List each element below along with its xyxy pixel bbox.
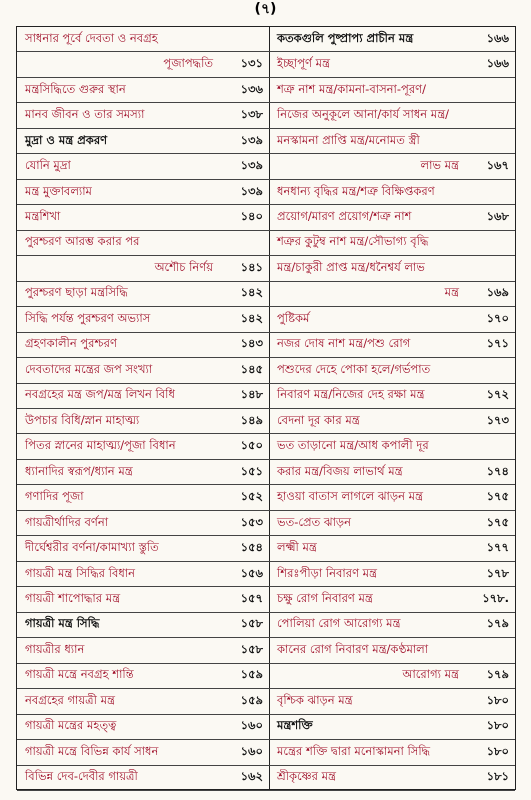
toc-entry bbox=[269, 384, 515, 409]
toc-entry-title: সিদ্ধি পর্যন্ত পুরশ্চরণ অভ্যাস bbox=[25, 310, 151, 325]
toc-entry-page: ১৭৪ bbox=[486, 463, 509, 478]
toc-entry bbox=[269, 536, 515, 561]
toc-entry-page: ১৩৬ bbox=[240, 81, 263, 96]
toc-entry bbox=[17, 689, 269, 714]
toc-entry bbox=[269, 485, 515, 510]
toc-entry bbox=[269, 129, 515, 154]
toc-entry-page: ১৮০ bbox=[486, 692, 509, 707]
toc-entry-page: ১৬৯ bbox=[486, 285, 509, 300]
toc-entry-title: উপচার বিধি/স্নান মাহাত্ম্য bbox=[25, 412, 140, 427]
toc-entry-title: নিজের অনুকূলে আনা/কার্য সাধন মন্ত্র/ bbox=[277, 107, 450, 122]
toc-entry-page: ১৫৯ bbox=[240, 692, 263, 707]
toc-entry bbox=[17, 103, 269, 128]
toc-entry-page: ১৩৯ bbox=[240, 158, 263, 173]
toc-entry-page: ১৫৭ bbox=[240, 590, 263, 605]
toc-entry-title: বেদনা দূর কার মন্ত্র bbox=[277, 412, 360, 427]
toc-entry-title: গায়ত্রী শাপোদ্ধার মন্ত্র bbox=[25, 590, 121, 605]
toc-entry-page: ১৫৬ bbox=[240, 565, 263, 580]
toc-entry bbox=[17, 715, 269, 740]
toc-entry bbox=[269, 638, 515, 663]
toc-entry-title: পোলিয়া রোগ আরোগ্য মন্ত্র bbox=[277, 616, 401, 631]
toc-entry-title: শত্রু নাশ মন্ত্র/কামনা-বাসনা-পূরণ/ bbox=[277, 81, 426, 96]
toc-entry-page: ১৭৫ bbox=[486, 514, 509, 529]
toc-entry-title: মন্ত্র মুক্তাবল্যাম bbox=[25, 183, 92, 198]
toc-entry bbox=[269, 307, 515, 332]
toc-entry-title: মন্ত্র bbox=[444, 285, 459, 300]
toc-entry bbox=[269, 180, 515, 205]
toc-entry-page: ১৬০ bbox=[240, 743, 263, 758]
toc-entry-title: পুরশ্চরণ ছাড়া মন্ত্রসিদ্ধি bbox=[25, 285, 128, 300]
toc-entry-title: দীর্ঘেশ্বরীর বর্ণনা/কামাখ্যা স্তুতি bbox=[25, 540, 159, 555]
toc-entry-title: কানের রোগ নিবারণ মন্ত্র/কণ্ঠমালা bbox=[277, 641, 429, 656]
toc-entry bbox=[17, 766, 269, 791]
toc-entry-page: ১৭৯ bbox=[486, 667, 509, 682]
toc-entry bbox=[17, 409, 269, 434]
toc-entry-title: গায়ত্রী মন্ত্রে নবগ্রহ শান্তি bbox=[25, 667, 134, 682]
toc-entry-title: নবগ্রহের গায়ত্রী মন্ত্র bbox=[25, 692, 115, 707]
toc-entry bbox=[17, 536, 269, 561]
toc-entry-title: পুষ্টিকর্ম bbox=[277, 310, 310, 325]
toc-entry-title: যোনি মুদ্রা bbox=[25, 158, 71, 173]
toc-entry bbox=[17, 180, 269, 205]
toc-entry-page: ১৭৯ bbox=[486, 616, 509, 631]
toc-entry bbox=[269, 103, 515, 128]
toc-entry-title: গায়ত্রী মন্ত্রের মহত্ত্ব bbox=[25, 718, 117, 733]
toc-entry bbox=[269, 766, 515, 791]
toc-entry-page: ১৬৮ bbox=[486, 208, 509, 223]
toc-entry-page: ১৪৮ bbox=[240, 387, 263, 402]
toc-entry bbox=[17, 613, 269, 638]
toc-entry-page: ১৩১ bbox=[240, 56, 263, 71]
toc-entry bbox=[17, 434, 269, 459]
toc-entry-page: ১৪১ bbox=[240, 259, 263, 274]
toc-entry bbox=[269, 27, 515, 52]
toc-entry-title: ভত-প্রেত ঝাড়ন bbox=[277, 514, 351, 529]
toc-entry-title: গায়ত্রী মন্ত্রে বিভিন্ন কার্য সাধন bbox=[25, 743, 159, 758]
toc-entry-title: সাধনার পূর্বে দেবতা ও নবগ্রহ bbox=[25, 30, 158, 45]
toc-entry-page: ১৪৯ bbox=[240, 412, 263, 427]
toc-entry-page: ১৮০ bbox=[486, 718, 509, 733]
toc-entry-title: নিবারণ মন্ত্র/নিজের দেহ রক্ষা মন্ত্র bbox=[277, 387, 425, 402]
toc-entry bbox=[269, 613, 515, 638]
toc-entry-title: আরোগ্য মন্ত্র bbox=[402, 667, 459, 682]
toc-entry bbox=[17, 587, 269, 612]
toc-entry-title: গণাদির পূজা bbox=[25, 489, 84, 504]
toc-entry bbox=[17, 384, 269, 409]
toc-entry-page: ১৭৮ bbox=[486, 565, 509, 580]
toc-entry-page: ১৭৫ bbox=[486, 489, 509, 504]
toc-entry-page: ১৩৯ bbox=[240, 132, 263, 147]
toc-entry-page: ১৭২ bbox=[486, 387, 509, 402]
toc-entry bbox=[269, 205, 515, 230]
toc-entry-title: বৃশ্চিক ঝাড়ন মন্ত্র bbox=[277, 692, 353, 707]
toc-entry-page: ১৬৭ bbox=[486, 158, 509, 173]
toc-entry-page: ১৪৫ bbox=[240, 361, 263, 376]
toc-entry bbox=[269, 434, 515, 459]
toc-entry-title: গায়ত্রী মন্ত্র সিদ্ধির বিধান bbox=[25, 565, 135, 580]
toc-entry-page: ১৮১ bbox=[486, 769, 509, 784]
toc-entry bbox=[269, 460, 515, 485]
toc-entry-title: পশুদের দেহে পোকা হলে/গর্ভপাত bbox=[277, 361, 431, 376]
toc-entry bbox=[17, 333, 269, 358]
toc-entry bbox=[269, 689, 515, 714]
page-number: (৭) bbox=[254, 1, 277, 17]
toc-entry-page: ১৭৩ bbox=[486, 412, 509, 427]
toc-entry-title: নজর দোষ নাশ মন্ত্র/পশু রোগ bbox=[277, 336, 411, 351]
toc-entry bbox=[17, 129, 269, 154]
toc-entry bbox=[17, 27, 269, 52]
toc-entry-title: ধনধান্য বৃদ্ধির মন্ত্র/শত্রু বিক্ষিপ্তকরণ bbox=[277, 183, 435, 198]
toc-entry-title: নবগ্রহের মন্ত্র জপ/মন্ত্র লিখন বিধি bbox=[25, 387, 175, 402]
toc-entry-page: ১৫৯ bbox=[240, 667, 263, 682]
toc-entry-title: লক্ষ্মী মন্ত্র bbox=[277, 540, 317, 555]
toc-entry-page: ১৫২ bbox=[240, 489, 263, 504]
toc-entry bbox=[269, 562, 515, 587]
toc-entry-title: দেবতাদের মন্ত্রের জপ সংখ্যা bbox=[25, 361, 153, 376]
toc-entry bbox=[17, 485, 269, 510]
toc-entry-page: ১৫০ bbox=[240, 438, 263, 453]
toc-entry bbox=[17, 52, 269, 77]
toc-entry bbox=[17, 231, 269, 256]
toc-entry bbox=[17, 358, 269, 383]
toc-entry-title: মন্ত্রশক্তি bbox=[277, 718, 313, 733]
toc-entry-title: কতকগুলি পুষ্প্রাপ্য প্রাচীন মন্ত্র bbox=[277, 30, 414, 45]
toc-entry bbox=[17, 205, 269, 230]
toc-entry bbox=[269, 52, 515, 77]
toc-entry-page: ১৫৮ bbox=[240, 616, 263, 631]
toc-entry-page: ১৬২ bbox=[240, 769, 263, 784]
toc-entry-title: ধ্যানাদির স্বরূপ/ধ্যান মন্ত্র bbox=[25, 463, 133, 478]
toc-entry-title: হাওয়া বাতাস লাগলে ঝাড়ন মন্ত্র bbox=[277, 489, 423, 504]
toc-entry-title: শ্রীকৃষ্ণের মন্ত্র bbox=[277, 769, 336, 784]
toc-entry bbox=[17, 562, 269, 587]
toc-entry-page: ১৫১ bbox=[240, 463, 263, 478]
toc-entry-title: পূজাপদ্ধতি bbox=[163, 56, 213, 71]
toc-entry-title: মন্ত্রের শক্তি দ্বারা মনোস্কামনা সিদ্ধি bbox=[277, 743, 431, 758]
toc-entry bbox=[269, 282, 515, 307]
toc-entry-title: মুদ্রা ও মন্ত্র প্রকরণ bbox=[25, 132, 108, 147]
toc-entry bbox=[17, 282, 269, 307]
toc-entry-title: ভত তাড়ানো মন্ত্র/আধ কপালী দূর bbox=[277, 438, 429, 453]
toc-entry bbox=[269, 664, 515, 689]
toc-entry-title: মানব জীবন ও তার সমস্যা bbox=[25, 107, 145, 122]
toc-entry bbox=[269, 231, 515, 256]
toc-entry-page: ১৪০ bbox=[240, 208, 263, 223]
toc-entry-page: ১৪২ bbox=[240, 285, 263, 300]
toc-entry-page: ১৭১ bbox=[486, 336, 509, 351]
toc-entry bbox=[269, 256, 515, 281]
toc-entry bbox=[17, 638, 269, 663]
toc-entry-page: ১৬৬ bbox=[486, 56, 509, 71]
toc-entry bbox=[269, 358, 515, 383]
toc-entry bbox=[269, 511, 515, 536]
toc-entry-page: ১৮০ bbox=[486, 743, 509, 758]
toc-entry-title: পুরশ্চরণ আরম্ভ করার পর bbox=[25, 234, 140, 249]
toc-entry-page: ১৫৩ bbox=[240, 514, 263, 529]
toc-entry-title: করার মন্ত্র/বিজয় লাভার্থ মন্ত্র bbox=[277, 463, 403, 478]
toc-entry-page: ১৭৮. bbox=[482, 590, 509, 605]
toc-entry-title: লাভ মন্ত্র bbox=[420, 158, 459, 173]
toc-entry-title: গায়ত্রীর্থাদির বর্ণনা bbox=[25, 514, 109, 529]
toc-entry-title: ইচ্ছাপূর্ণ মন্ত্র bbox=[277, 56, 330, 71]
toc-entry bbox=[269, 333, 515, 358]
toc-entry-page: ১৫৪ bbox=[240, 540, 263, 555]
toc-entry bbox=[269, 587, 515, 612]
toc-entry-title: মন্ত্র/চাকুরী প্রাপ্ত মন্ত্র/ধনৈশ্বর্য লাভ bbox=[277, 259, 425, 274]
toc-entry-title: পিতর স্নানের মাহাত্ম্য/পূজা বিধান bbox=[25, 438, 176, 453]
toc-right-column bbox=[269, 27, 515, 789]
toc-entry bbox=[17, 511, 269, 536]
toc-entry bbox=[269, 78, 515, 103]
toc-entry-title: গ্রহণকালীন পুরশ্চরণ bbox=[25, 336, 117, 351]
toc-entry bbox=[17, 307, 269, 332]
toc-entry bbox=[269, 740, 515, 765]
toc-entry bbox=[17, 78, 269, 103]
toc-entry bbox=[17, 154, 269, 179]
toc-entry-page: ১৭৭ bbox=[486, 540, 509, 555]
toc-entry-page: ১৬০ bbox=[240, 718, 263, 733]
toc-entry-title: গায়ত্রীর ধ্যান bbox=[25, 641, 85, 656]
toc-entry-page: ১৩৮ bbox=[240, 107, 263, 122]
toc-entry-title: বিভিন্ন দেব-দেবীর গায়ত্রী bbox=[25, 769, 138, 784]
toc-entry-title: গায়ত্রী মন্ত্র সিদ্ধি bbox=[25, 616, 100, 631]
toc-entry bbox=[269, 715, 515, 740]
toc-entry-title: মনস্কামনা প্রাপ্তি মন্ত্র/মনোমত স্ত্রী bbox=[277, 132, 420, 147]
toc-entry bbox=[269, 154, 515, 179]
toc-entry-title: প্রয়োগ/মারণ প্রয়োগ/শত্রু নাশ bbox=[277, 208, 412, 223]
toc-entry-page: ১৬৬ bbox=[486, 30, 509, 45]
table-of-contents bbox=[16, 26, 516, 790]
toc-entry-title: চক্ষু রোগ নিবারণ মন্ত্র bbox=[277, 590, 373, 605]
toc-entry bbox=[17, 664, 269, 689]
toc-entry bbox=[17, 740, 269, 765]
toc-entry bbox=[17, 256, 269, 281]
toc-entry-title: অশৌচ নির্ণয় bbox=[154, 259, 213, 274]
toc-entry bbox=[269, 409, 515, 434]
toc-entry-title: শত্রুর কুটুম্ব নাশ মন্ত্র/সৌভাগ্য বৃদ্ধি bbox=[277, 234, 429, 249]
toc-entry-page: ১৫৮ bbox=[240, 641, 263, 656]
toc-entry-title: মন্ত্রসিদ্ধিতে গুরুর স্থান bbox=[25, 81, 126, 96]
toc-entry-page: ১৪২ bbox=[240, 310, 263, 325]
toc-entry-title: শিরঃপীড়া নিবারণ মন্ত্র bbox=[277, 565, 378, 580]
toc-entry-page: ১৪৩ bbox=[240, 336, 263, 351]
toc-entry bbox=[17, 460, 269, 485]
toc-entry-title: মন্ত্রশিখা bbox=[25, 208, 61, 223]
toc-entry-page: ১৭০ bbox=[486, 310, 509, 325]
toc-left-column bbox=[17, 27, 270, 789]
toc-entry-page: ১৩৯ bbox=[240, 183, 263, 198]
